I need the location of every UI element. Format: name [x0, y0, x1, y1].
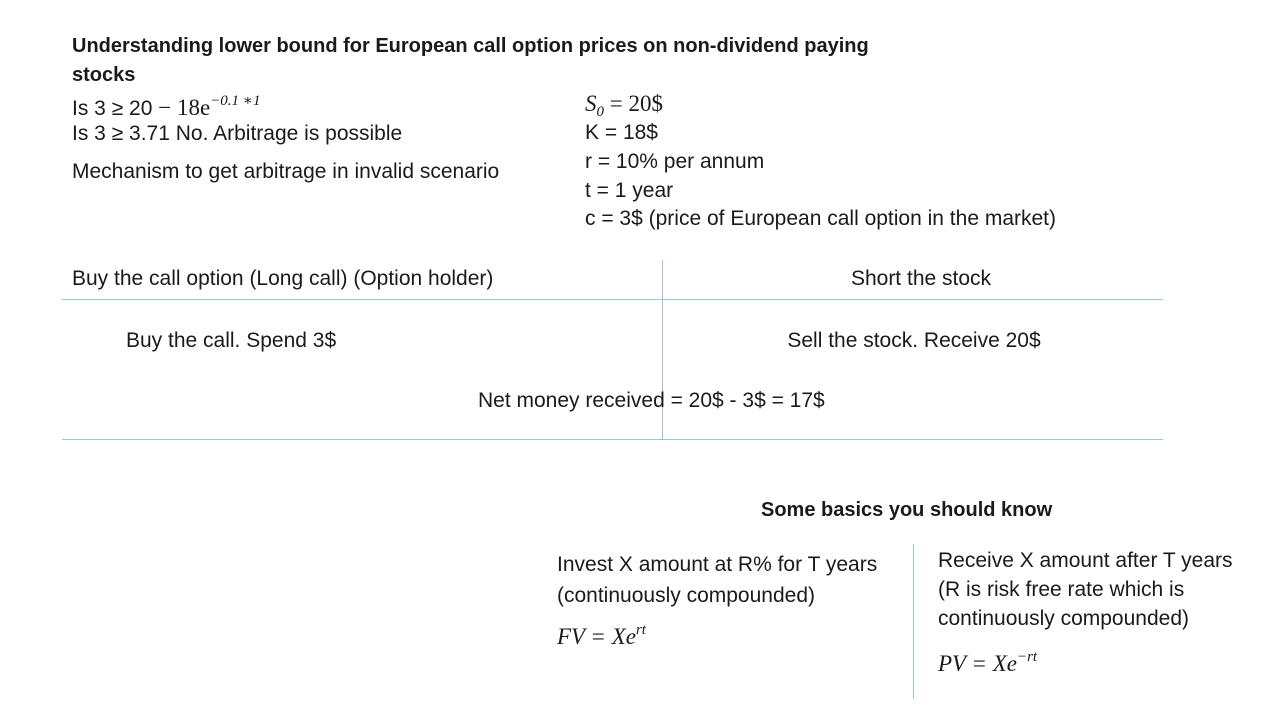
title-line-1: Understanding lower bound for European call option prices on non-dividend paying: [72, 35, 869, 57]
pv-formula-exponent: −rt: [1016, 649, 1038, 665]
table-right-action: Sell the stock. Receive 20$: [787, 329, 1041, 352]
basics-left-line-1: Invest X amount at R% for T years: [557, 553, 878, 576]
param-s0-sub: 0: [596, 104, 604, 120]
param-t: t = 1 year: [585, 179, 674, 202]
basics-right-line-2: (R is risk free rate which is: [938, 578, 1185, 601]
page-title: [72, 32, 869, 90]
param-s0-value: = 20$: [604, 91, 663, 116]
basics-left-line-2: (continuously compounded): [557, 584, 815, 607]
check-line-1-exponent: −0.1 ∗1: [210, 93, 261, 109]
fv-formula: [557, 622, 646, 650]
param-s0-symbol: [585, 91, 604, 120]
table-right-header: Short the stock: [850, 267, 992, 290]
table-net-received: Net money received = 20$ - 3$ = 17$: [478, 389, 825, 412]
fv-formula-exponent: rt: [635, 622, 646, 638]
table-left-action: Buy the call. Spend 3$: [126, 329, 337, 352]
table-header-rule: [62, 299, 1163, 300]
title-line-2: stocks: [72, 64, 136, 86]
mechanism-label: Mechanism to get arbitrage in invalid scenario: [72, 160, 500, 183]
check-line-2: Is 3 ≥ 3.71 No. Arbitrage is possible: [72, 122, 403, 145]
basics-right-line-1: Receive X amount after T years: [938, 549, 1233, 572]
fv-formula-lhs: FV = Xe: [557, 624, 636, 649]
param-c: c = 3$ (price of European call option in the market): [585, 207, 1057, 230]
param-r: r = 10% per annum: [585, 150, 765, 173]
check-line-1-expr: − 18e: [158, 95, 211, 120]
pv-formula-lhs: PV = Xe: [938, 651, 1017, 676]
param-s0-var: S: [585, 91, 597, 116]
basics-left-text: [557, 549, 877, 611]
check-line-1-math: [158, 95, 260, 120]
param-k: K = 18$: [585, 121, 658, 144]
basics-right-text: [938, 546, 1233, 633]
basics-right-line-3: continuously compounded): [938, 607, 1189, 630]
basics-divider: [913, 544, 914, 699]
table-left-header: Buy the call option (Long call) (Option holder): [72, 267, 494, 290]
check-line-1-prefix: Is 3 ≥ 20: [72, 97, 159, 120]
param-s0: [585, 91, 663, 121]
check-line-1: [72, 91, 261, 121]
basics-heading: Some basics you should know: [761, 499, 1053, 521]
pv-formula: [938, 649, 1037, 677]
table-bottom-rule: [62, 439, 1163, 440]
